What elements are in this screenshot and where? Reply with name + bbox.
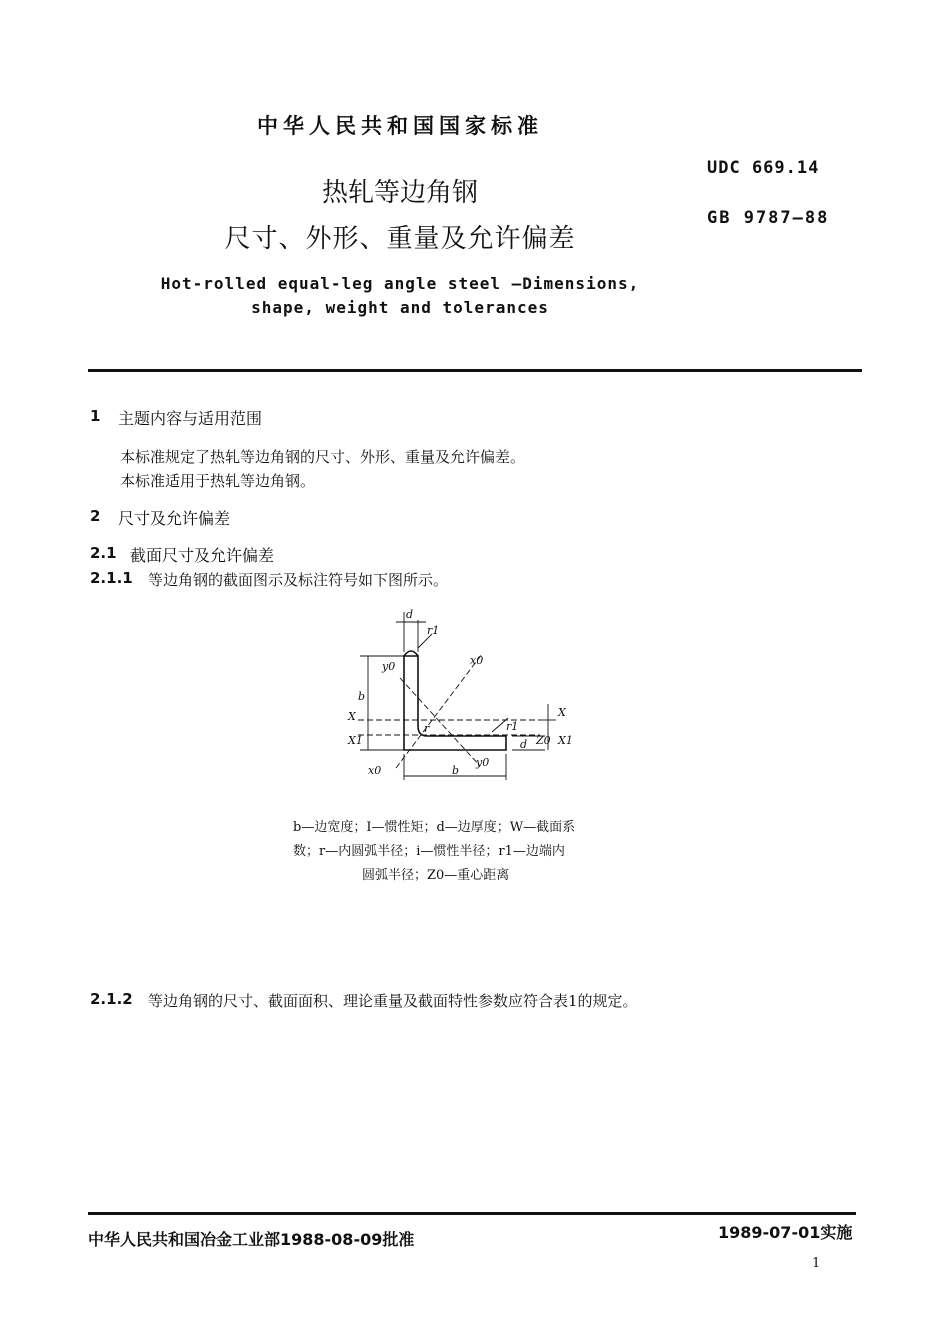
label-r1-right: r1 (506, 720, 519, 733)
label-y0-top: y0 (382, 660, 396, 673)
label-x0-top: x0 (470, 654, 484, 667)
label-x0-bottom: x0 (368, 764, 382, 777)
label-r1-top: r1 (427, 624, 440, 637)
section-1-title: 主题内容与适用范围 (118, 409, 263, 428)
label-d-top: d (406, 608, 414, 621)
angle-steel-cross-section-figure (340, 608, 590, 788)
section-2-number: 2 (90, 507, 101, 525)
section-1-paragraph-1: 本标准规定了热轧等边角钢的尺寸、外形、重量及允许偏差。 (120, 448, 526, 466)
approval-line: 中华人民共和国冶金工业部1988-08-09批准 (88, 1230, 415, 1249)
bottom-divider (88, 1212, 856, 1215)
title-chinese-line1: 热轧等边角钢 (321, 178, 478, 208)
label-d-right: d (520, 738, 528, 751)
section-2-1-title: 截面尺寸及允许偏差 (130, 546, 275, 565)
figure-caption-line2: 数；r—内圆弧半径；i—惯性半径；r1—边端内 (293, 844, 565, 859)
label-Z0: Z0 (536, 734, 551, 747)
effective-date: 1989-07-01实施 (718, 1223, 853, 1242)
section-2-1-number: 2.1 (90, 544, 117, 562)
section-2-1-2-number: 2.1.2 (90, 990, 133, 1008)
label-X-left: X (348, 710, 356, 723)
top-divider (88, 369, 862, 372)
label-y0-bottom: y0 (476, 756, 490, 769)
page-number: 1 (812, 1256, 821, 1271)
section-2-title: 尺寸及允许偏差 (118, 509, 231, 528)
label-X1-left: X1 (348, 734, 363, 747)
title-english-line1: Hot-rolled equal-leg angle steel —Dimensions, (160, 274, 640, 293)
section-2-1-1-text: 等边角钢的截面图示及标注符号如下图所示。 (148, 571, 449, 589)
label-X-right: X (558, 706, 566, 719)
figure-caption-line3: 圆弧半径；Z0—重心距离 (362, 868, 510, 883)
section-1-paragraph-2: 本标准适用于热轧等边角钢。 (120, 472, 316, 490)
section-2-1-1-number: 2.1.1 (90, 569, 133, 587)
gb-standard-number: GB 9787—88 (707, 208, 830, 228)
label-X1-right: X1 (558, 734, 573, 747)
section-1-number: 1 (90, 407, 101, 425)
section-2-1-2-text: 等边角钢的尺寸、截面面积、理论重量及截面特性参数应符合表1的规定。 (148, 992, 638, 1010)
label-r-inner: r (424, 722, 430, 735)
title-chinese-line2: 尺寸、外形、重量及允许偏差 (224, 224, 576, 254)
angle-profile-outline (404, 651, 506, 750)
title-english-line2: shape, weight and tolerances (251, 298, 549, 317)
national-standard-header: 中华人民共和国国家标准 (257, 114, 543, 138)
label-b-left: b (358, 690, 366, 703)
udc-code: UDC 669.14 (707, 158, 820, 178)
figure-caption-line1: b—边宽度；I—惯性矩；d—边厚度；W—截面系 (293, 820, 576, 835)
label-b-bottom: b (452, 764, 460, 777)
dimension-lines (360, 612, 556, 780)
